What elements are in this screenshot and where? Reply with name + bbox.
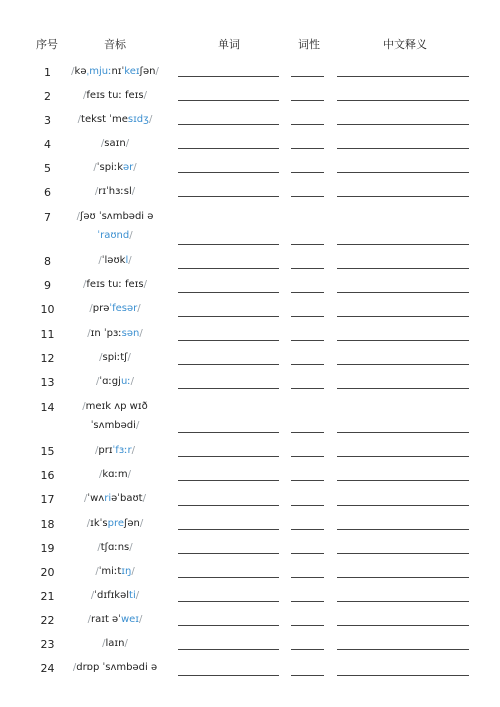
phonetic-segment: / [128,255,132,266]
meaning-blank-line[interactable] [337,148,469,149]
meaning-blank-line[interactable] [337,124,469,125]
phonetic-segment: / [94,186,99,197]
meaning-blank-line[interactable] [337,601,469,602]
row-number: 10 [40,303,55,316]
pos-blank-line[interactable] [291,529,324,530]
word-blank-line[interactable] [178,553,279,554]
meaning-blank-line[interactable] [337,625,469,626]
row-phonetic [55,186,175,197]
row-phonetic [55,638,175,649]
header-num: 序号 [36,38,58,51]
row-phonetic [55,493,175,504]
meaning-blank-line[interactable] [337,577,469,578]
word-blank-line[interactable] [178,124,279,125]
phonetic-segment: / [82,401,86,412]
phonetic-segment: ˈspiːk [96,162,123,173]
row-number: 21 [40,590,55,603]
pos-blank-line[interactable] [291,292,324,293]
phonetic-highlight: ri [104,493,112,504]
meaning-blank-line[interactable] [337,364,469,365]
phonetic-highlight: ər [122,162,134,173]
phonetic-segment: / [139,518,144,529]
row-phonetic [55,590,175,601]
row-number: 11 [40,328,55,341]
word-blank-line[interactable] [178,196,279,197]
phonetic-segment: ˈɑːgj [99,376,121,387]
row-phonetic-continued [55,420,175,431]
phonetic-highlight: ˈfesər [109,303,138,314]
word-blank-line[interactable] [178,364,279,365]
row-number: 22 [40,614,55,627]
phonetic-highlight: pre [107,518,124,529]
pos-blank-line[interactable] [291,124,324,125]
phonetic-segment: / [139,614,143,625]
word-blank-line[interactable] [178,577,279,578]
meaning-blank-line[interactable] [337,388,469,389]
row-phonetic [55,90,175,101]
phonetic-highlight: ˈraʊnd [97,230,130,241]
phonetic-segment: prə [92,303,110,314]
word-blank-line[interactable] [178,100,279,101]
phonetic-segment: / [131,566,135,577]
pos-blank-line[interactable] [291,196,324,197]
phonetic-segment: / [135,590,140,601]
phonetic-segment: / [139,328,143,339]
word-blank-line[interactable] [178,505,279,506]
phonetic-segment: / [129,542,133,553]
meaning-blank-line[interactable] [337,649,469,650]
phonetic-segment: feɪs tuː feɪs [86,90,144,101]
phonetic-segment: / [127,469,131,480]
phonetic-segment: / [143,90,147,101]
row-phonetic [55,328,175,339]
row-phonetic [55,469,175,480]
phonetic-segment: ˈləʊk [101,255,126,266]
pos-blank-line[interactable] [291,340,324,341]
pos-blank-line[interactable] [291,388,324,389]
phonetic-segment: / [130,376,135,387]
row-number: 15 [40,445,55,458]
word-blank-line[interactable] [178,480,279,481]
word-blank-line[interactable] [178,268,279,269]
phonetic-segment: ˈdɪfɪkəl [94,590,130,601]
meaning-blank-line[interactable] [337,76,469,77]
pos-blank-line[interactable] [291,577,324,578]
meaning-blank-line[interactable] [337,244,469,245]
row-phonetic [55,303,175,314]
row-phonetic [55,352,175,363]
phonetic-segment: kɑːm [102,469,128,480]
row-phonetic [55,211,175,222]
pos-blank-line[interactable] [291,172,324,173]
phonetic-highlight: keɪ [124,66,140,77]
meaning-blank-line[interactable] [337,268,469,269]
phonetic-segment: saɪn [104,138,126,149]
row-number: 24 [40,662,55,675]
word-blank-line[interactable] [178,244,279,245]
phonetic-segment: əˈbaʊt [111,493,143,504]
meaning-blank-line[interactable] [337,553,469,554]
row-number: 18 [40,518,55,531]
phonetic-segment: / [84,493,88,504]
phonetic-segment: / [142,493,146,504]
row-number: 4 [44,138,51,151]
phonetic-segment: / [95,376,100,387]
row-phonetic [55,662,175,673]
phonetic-segment: raɪt əˈ [90,614,121,625]
row-phonetic [55,255,175,266]
phonetic-segment: drɒp ˈsʌmbədi ə [76,662,158,673]
phonetic-highlight: sɪdʒ [127,114,149,125]
row-phonetic [55,114,175,125]
phonetic-segment: / [131,445,135,456]
word-blank-line[interactable] [178,601,279,602]
phonetic-segment: / [71,66,75,77]
word-blank-line[interactable] [178,340,279,341]
row-phonetic [55,162,175,173]
meaning-blank-line[interactable] [337,505,469,506]
phonetic-segment: ˈmiːt [98,566,122,577]
pos-blank-line[interactable] [291,601,324,602]
pos-blank-line[interactable] [291,316,324,317]
meaning-blank-line[interactable] [337,675,469,676]
word-blank-line[interactable] [178,649,279,650]
phonetic-segment: / [86,518,91,529]
phonetic-segment: / [94,445,99,456]
phonetic-segment: laɪn [105,638,125,649]
phonetic-segment: ʃəʊ ˈsʌmbədi ə [79,211,154,222]
phonetic-segment: / [93,162,97,173]
word-blank-line[interactable] [178,529,279,530]
row-number: 7 [44,211,51,224]
phonetic-segment: ʃən [139,66,156,77]
pos-blank-line[interactable] [291,244,324,245]
word-blank-line[interactable] [178,456,279,457]
row-number: 12 [40,352,55,365]
phonetic-segment: / [89,303,93,314]
row-number: 19 [40,542,55,555]
row-number: 13 [40,376,55,389]
meaning-blank-line[interactable] [337,432,469,433]
pos-blank-line[interactable] [291,432,324,433]
phonetic-segment: ˈsʌmbədi [90,420,136,431]
meaning-blank-line[interactable] [337,196,469,197]
word-blank-line[interactable] [178,625,279,626]
row-number: 14 [40,401,55,414]
row-number: 2 [44,90,51,103]
phonetic-highlight: sən [121,328,140,339]
phonetic-segment: / [102,638,106,649]
pos-blank-line[interactable] [291,364,324,365]
phonetic-highlight: uː [120,376,131,387]
word-blank-line[interactable] [178,76,279,77]
phonetic-segment: / [135,420,140,431]
phonetic-segment: / [87,614,91,625]
phonetic-segment: / [100,138,105,149]
phonetic-segment: prɪ [98,445,113,456]
row-phonetic [55,279,175,290]
phonetic-segment: / [87,328,91,339]
phonetic-segment: / [133,162,137,173]
phonetic-segment: / [125,138,130,149]
phonetic-highlight: ˌmjuː [86,66,112,77]
pos-blank-line[interactable] [291,456,324,457]
word-blank-line[interactable] [178,316,279,317]
phonetic-segment: / [95,566,99,577]
word-blank-line[interactable] [178,172,279,173]
phonetic-highlight: ˈfɜːr [112,445,132,456]
row-phonetic [55,445,175,456]
phonetic-segment: ˈwʌ [87,493,105,504]
row-number: 1 [44,66,51,79]
phonetic-segment: / [127,352,131,363]
meaning-blank-line[interactable] [337,340,469,341]
word-blank-line[interactable] [178,432,279,433]
pos-blank-line[interactable] [291,675,324,676]
phonetic-segment: rɪˈhɜːsl [98,186,132,197]
pos-blank-line[interactable] [291,148,324,149]
phonetic-segment: / [143,279,147,290]
row-number: 17 [40,493,55,506]
pos-blank-line[interactable] [291,553,324,554]
phonetic-highlight: l [125,255,129,266]
header-phonetic: 音标 [104,38,126,51]
phonetic-segment: kə [74,66,87,77]
phonetic-segment: ɪn ˈpɜː [90,328,122,339]
row-number: 8 [44,255,51,268]
phonetic-segment: / [72,662,77,673]
meaning-blank-line[interactable] [337,529,469,530]
row-phonetic [55,614,175,625]
phonetic-segment: / [148,114,153,125]
row-number: 6 [44,186,51,199]
word-blank-line[interactable] [178,148,279,149]
pos-blank-line[interactable] [291,100,324,101]
row-number: 16 [40,469,55,482]
phonetic-segment: / [99,469,103,480]
header-word: 单词 [218,38,240,51]
row-phonetic [55,401,175,412]
phonetic-segment: spiːtʃ [102,352,128,363]
phonetic-segment: / [76,211,80,222]
phonetic-segment: / [83,90,87,101]
word-blank-line[interactable] [178,292,279,293]
meaning-blank-line[interactable] [337,100,469,101]
phonetic-segment: ʃən [124,518,140,529]
row-number: 20 [40,566,55,579]
phonetic-segment: / [124,638,128,649]
word-blank-line[interactable] [178,675,279,676]
meaning-blank-line[interactable] [337,316,469,317]
phonetic-segment: tekst ˈme [81,114,128,125]
phonetic-segment: / [90,590,95,601]
row-number: 9 [44,279,51,292]
row-number: 23 [40,638,55,651]
phonetic-highlight: weɪ [120,614,139,625]
pos-blank-line[interactable] [291,505,324,506]
meaning-blank-line[interactable] [337,480,469,481]
phonetic-segment: nɪˈ [111,66,125,77]
pos-blank-line[interactable] [291,649,324,650]
phonetic-segment: / [129,230,133,241]
pos-blank-line[interactable] [291,268,324,269]
phonetic-highlight: ti [129,590,136,601]
pos-blank-line[interactable] [291,625,324,626]
phonetic-highlight: ɪŋ [121,566,132,577]
phonetic-segment: / [83,279,87,290]
row-phonetic [55,376,175,387]
row-number: 5 [44,162,51,175]
row-phonetic [55,566,175,577]
phonetic-segment: tʃɑːns [100,542,130,553]
phonetic-segment: / [77,114,82,125]
meaning-blank-line[interactable] [337,456,469,457]
header-pos: 词性 [298,38,320,51]
phonetic-segment: / [98,255,102,266]
phonetic-segment: feɪs tuː feɪs [86,279,144,290]
pos-blank-line[interactable] [291,480,324,481]
row-phonetic-continued [55,230,175,241]
pos-blank-line[interactable] [291,76,324,77]
phonetic-segment: / [155,66,159,77]
phonetic-segment: / [137,303,141,314]
phonetic-segment: meɪk ʌp wɪð [85,401,148,412]
row-phonetic [55,518,175,529]
meaning-blank-line[interactable] [337,172,469,173]
row-phonetic [55,138,175,149]
row-phonetic [55,542,175,553]
header-meaning: 中文释义 [383,38,427,51]
word-blank-line[interactable] [178,388,279,389]
phonetic-segment: / [99,352,103,363]
phonetic-segment: / [131,186,136,197]
row-number: 3 [44,114,51,127]
row-phonetic [55,66,175,77]
phonetic-segment: / [97,542,101,553]
meaning-blank-line[interactable] [337,292,469,293]
phonetic-segment: ɪkˈs [90,518,108,529]
